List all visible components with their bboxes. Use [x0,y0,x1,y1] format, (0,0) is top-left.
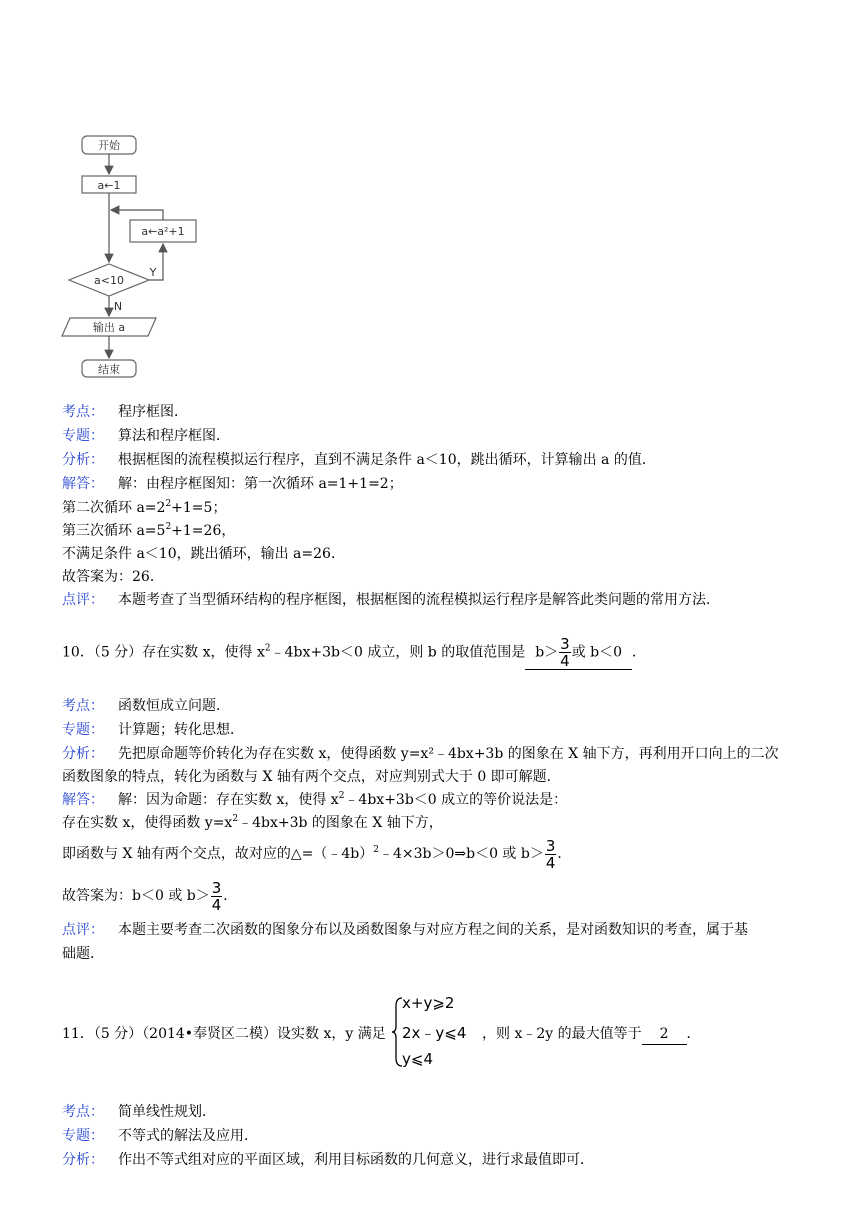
q9-line3-sup: 2 [165,522,172,532]
q10-line2-b: ﹣4bx+3b 的图象在 X 轴下方， [238,815,443,831]
q10-jieda-1b: ﹣4bx+3b＜0 成立的等价说法是： [344,792,568,808]
start-text: 开始 [98,139,120,152]
q10-jieda-1sup: 2 [338,791,345,801]
flowchart [60,128,185,380]
label-kaodian: 考点： [62,698,104,714]
output-text: 输出 a [92,321,126,334]
q10-line3-a: 即函数与 X 轴有两个交点，故对应的△=（﹣4b） [62,846,374,862]
label-dianping: 点评： [62,592,104,608]
q10-stem [62,636,646,670]
q10-line3-den: 4 [545,853,556,872]
q10-line3-fraction [545,838,557,871]
q10-jieda-line2 [62,813,443,833]
q10-zhuanti: 计算题；转化思想． [118,722,244,738]
q10-answer-den: 4 [560,652,570,670]
label-zhuanti: 专题： [62,428,104,444]
q10-line3-end: ． [557,846,572,862]
q10-jieda-line3 [62,834,571,874]
q11-fenxi-row [62,1150,594,1170]
q10-kaodian-row [62,696,230,716]
q9-jieda-line4: 不满足条件 a＜10，跳出循环，输出 a=26． [62,546,345,562]
label-fenxi: 分析： [62,1152,104,1168]
q10-line3-sup: 2 [373,845,379,855]
q10-kaodian: 函数恒成立问题． [118,698,230,714]
q11-zhuanti: 不等式的解法及应用． [118,1128,258,1144]
end-text: 结束 [98,363,120,376]
q11-system-line2: 2x﹣y⩽4 [402,1024,467,1042]
label-jieda: 解答： [62,792,104,808]
label-kaodian: 考点： [62,404,104,420]
no-label: N [113,300,123,313]
q11-zhuanti-row [62,1126,258,1146]
q9-line3-b: +1=26， [171,523,236,539]
yes-label: Y [149,266,157,279]
q10-answer-b: 或 b＜0 [571,644,623,661]
q10-stem-end: ． [632,644,647,661]
label-zhuanti: 专题： [62,1128,104,1144]
q10-line3-b: ﹣4×3b＞0⇒b＜0 或 b＞ [378,846,544,862]
q9-jieda-line2 [62,498,226,518]
q9-jieda-line1: 解：由程序框图知：第一次循环 a=1+1=2； [118,476,403,492]
q11-stem-b: ，则 x﹣2y 的最大值等于 [482,1026,642,1042]
q10-answer-blank [525,636,632,670]
label-fenxi: 分析： [62,452,104,468]
q10-answer-a: b＞ [535,644,559,661]
q9-kaodian-row [62,402,188,422]
q10-line4-den: 4 [211,895,222,914]
q11-stem-b-row [482,1024,701,1045]
q10-line3-num: 3 [545,836,556,855]
q10-jieda-1a: 解：因为命题：存在实数 x，使得 x [118,792,339,808]
q9-dianping: 本题考查了当型循环结构的程序框图，根据框图的流程模拟运行程序是解答此类问题的常用方法． [118,592,720,608]
q10-line4-end: ． [223,888,238,904]
q10-line2-sup: 2 [232,814,239,824]
q11-answer: 2 [659,1026,669,1042]
q10-stem-a: 10．（5 分）存在实数 x，使得 x [62,644,265,661]
q10-answer-num: 3 [560,635,570,653]
q10-dianping-line2: 础题． [62,946,104,962]
label-jieda: 解答： [62,476,104,492]
q10-dianping-row [62,920,748,940]
q10-answer-fraction [559,636,571,669]
q9-line2-b: +1=5； [171,500,227,516]
q10-line2-a: 存在实数 x，使得函数 y=x [62,815,233,831]
q10-fenxi-line2: 函数图象的特点，转化为函数与 X 轴有两个交点，对应判别式大于 0 即可解题． [62,769,561,785]
q9-line3-a: 第三次循环 a=5 [62,523,166,539]
q11-kaodian: 简单线性规划． [118,1104,216,1120]
q9-jieda-line5: 故答案为：26． [62,569,164,585]
q9-line2-sup: 2 [165,499,172,509]
q11-system-line3: y⩽4 [402,1050,433,1068]
q10-zhuanti-row [62,720,244,740]
label-fenxi: 分析： [62,746,104,762]
q11-system-line1: x+y⩾2 [402,994,455,1012]
q9-line2-a: 第二次循环 a=2 [62,500,166,516]
q10-line4-a: 故答案为：b＜0 或 b＞ [62,888,210,904]
q9-fenxi: 根据框图的流程模拟运行程序，直到不满足条件 a＜10，跳出循环，计算输出 a 的值． [118,452,656,468]
q10-stem-b: ﹣4bx+3b＜0 成立，则 b 的取值范围是 [270,644,526,661]
q10-jieda-line4 [62,876,237,916]
label-dianping: 点评： [62,922,104,938]
label-kaodian: 考点： [62,1104,104,1120]
q10-fenxi-row [62,744,779,764]
q11-fenxi: 作出不等式组对应的平面区域，利用目标函数的几何意义，进行求最值即可． [118,1152,594,1168]
q9-jieda-row [62,474,403,494]
q11-stem-a: 11．（5 分）（2014•奉贤区二模）设实数 x，y 满足 [62,1026,386,1042]
q11-answer-blank [642,1024,687,1045]
q10-fenxi-line1: 先把原命题等价转化为存在实数 x，使得函数 y=x²﹣4bx+3b 的图象在 X 轴下方，再利用开口向上的二次 [118,746,779,762]
q9-fenxi-row [62,450,656,470]
q11-stem-end: ． [686,1026,701,1042]
q10-line4-num: 3 [211,878,222,897]
q10-stem-sup: 2 [264,643,271,654]
q10-dianping-line1: 本题主要考查二次函数的图象分布以及函数图象与对应方程之间的关系，是对函数知识的考查，属于基 [118,922,748,938]
q9-jieda-line3 [62,521,235,541]
condition-text: a<10 [94,274,124,287]
label-zhuanti: 专题： [62,722,104,738]
q9-dianping-row [62,590,720,610]
init-text: a←1 [97,179,121,192]
q9-zhuanti: 算法和程序框图． [118,428,230,444]
q9-zhuanti-row [62,426,230,446]
update-text: a←a²+1 [141,225,185,238]
q10-jieda-row [62,790,567,810]
q9-kaodian: 程序框图． [118,404,188,420]
q11-kaodian-row [62,1102,216,1122]
q10-line4-fraction [211,880,223,913]
